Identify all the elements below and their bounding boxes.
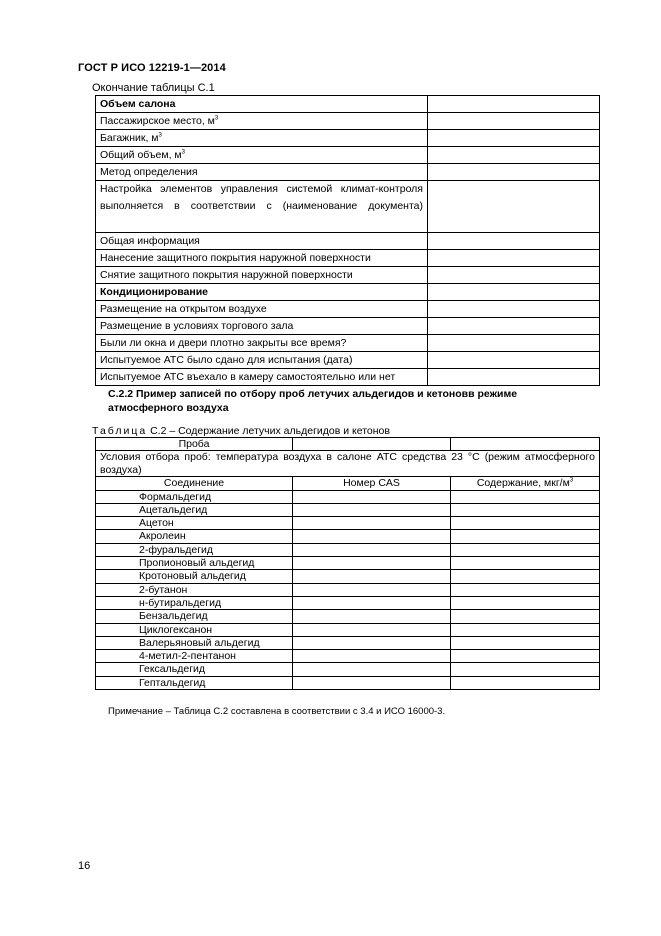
compound-row — [96, 663, 600, 676]
content-cell — [451, 557, 600, 570]
table-1-label-cell — [96, 369, 428, 386]
table-1-label-cell — [96, 113, 428, 130]
content-header-text: Содержание, мкг/м — [476, 477, 570, 490]
table-1-caption: Окончание таблицы С.1 — [92, 82, 215, 94]
column-header-cas: Номер CAS — [293, 477, 451, 490]
content-cell — [451, 676, 600, 689]
compound-row — [96, 503, 600, 516]
content-cell — [451, 503, 600, 516]
content-cell — [451, 596, 600, 609]
compound-name: Формальдегид — [96, 490, 293, 503]
table-1-label: Объем салона — [100, 98, 176, 110]
cas-number-cell — [293, 490, 451, 503]
table-1-row — [96, 233, 600, 250]
cas-number-cell — [293, 623, 451, 636]
compound-row — [96, 557, 600, 570]
compound-row — [96, 610, 600, 623]
sample-cell — [451, 438, 600, 451]
table-1-label: Нанесение защитного покрытия наружной поверхности — [100, 252, 371, 264]
table-2-conditions-row — [96, 451, 600, 477]
compound-name: Кротоновый альдегид — [96, 570, 293, 583]
table-1-label: Испытуемое АТС было сдано для испытания (дата) — [100, 354, 353, 366]
table-1-value-cell — [428, 147, 600, 164]
table-2-header-row — [96, 477, 600, 490]
table-1-label: Общая информация — [100, 235, 200, 247]
table-1-label-cell — [96, 352, 428, 369]
compound-row — [96, 517, 600, 530]
table-1-label-cell — [96, 250, 428, 267]
table-1-row — [96, 318, 600, 335]
table-2-sample-row — [96, 438, 600, 451]
compound-row — [96, 583, 600, 596]
table-1-label-cell — [96, 233, 428, 250]
cas-number-cell — [293, 503, 451, 516]
table-1-label: Были ли окна и двери плотно закрыты все время? — [100, 337, 347, 349]
table-1-label-cell — [96, 301, 428, 318]
compound-row — [96, 543, 600, 556]
content-cell — [451, 636, 600, 649]
cas-number-cell — [293, 650, 451, 663]
content-cell — [451, 490, 600, 503]
document-header: ГОСТ Р ИСО 12219-1—2014 — [78, 62, 226, 74]
table-1-row — [96, 250, 600, 267]
compound-name: Гептальдегид — [96, 676, 293, 689]
unit-superscript: 3 — [214, 115, 219, 122]
cas-number-cell — [293, 583, 451, 596]
compound-row — [96, 623, 600, 636]
table-1-row — [96, 352, 600, 369]
table-1-row — [96, 113, 600, 130]
content-cell — [451, 623, 600, 636]
sample-cell — [293, 438, 451, 451]
table-1-value-cell — [428, 301, 600, 318]
table-1-label: Багажник, м — [100, 132, 159, 144]
compound-name: Ацетон — [96, 517, 293, 530]
table-2-caption — [92, 425, 390, 437]
cas-number-cell — [293, 570, 451, 583]
table-1-label-cell — [96, 267, 428, 284]
cas-number-cell — [293, 530, 451, 543]
table-1-label-cell — [96, 147, 428, 164]
column-header-compound: Соединение — [96, 477, 293, 490]
table-1-value-cell — [428, 181, 600, 233]
compound-name: Валерьяновый альдегид — [96, 636, 293, 649]
table-1-label-cell — [96, 96, 428, 113]
table-1-label-cell — [96, 284, 428, 301]
compound-name: Бензальдегид — [96, 610, 293, 623]
table-1-value-cell — [428, 233, 600, 250]
content-cell — [451, 570, 600, 583]
compound-row — [96, 530, 600, 543]
cas-number-cell — [293, 636, 451, 649]
sampling-conditions: Условия отбора проб: температура воздуха в салоне АТС средства 23 °С (режим атмосферного воздуха) — [96, 451, 600, 477]
table-1-row — [96, 130, 600, 147]
cas-number-cell — [293, 676, 451, 689]
compound-name: Акролеин — [96, 530, 293, 543]
compound-name: Гексальдегид — [96, 663, 293, 676]
table-1-label: Общий объем, м — [100, 149, 182, 161]
page-number: 16 — [78, 860, 91, 872]
table-1-value-cell — [428, 284, 600, 301]
cas-number-cell — [293, 663, 451, 676]
table-1-label: Размещение на открытом воздухе — [100, 303, 267, 315]
sample-label: Проба — [96, 438, 293, 451]
table-1-value-cell — [428, 318, 600, 335]
table-1-row — [96, 181, 600, 233]
table-1-value-cell — [428, 164, 600, 181]
column-header-content — [451, 477, 600, 490]
compound-row — [96, 676, 600, 689]
table-1-value-cell — [428, 352, 600, 369]
compound-name: Циклогексанон — [96, 623, 293, 636]
table-2-caption-prefix: Таблица — [92, 425, 148, 437]
table-1-label: Снятие защитного покрытия наружной поверхности — [100, 269, 353, 281]
table-1-row — [96, 267, 600, 284]
table-1-label: Размещение в условиях торгового зала — [100, 320, 294, 332]
compound-row — [96, 650, 600, 663]
table-1-label: Пассажирское место, м — [100, 115, 215, 127]
table-1-row — [96, 96, 600, 113]
table-1-label-cell — [96, 335, 428, 352]
content-header-sup: 3 — [569, 477, 574, 484]
table-1-label: Настройка элементов управления системой климат-контроля выполняется в соответствии с (наименование документа) — [100, 183, 423, 212]
content-cell — [451, 543, 600, 556]
table-1-value-cell — [428, 267, 600, 284]
compound-row — [96, 570, 600, 583]
compound-row — [96, 596, 600, 609]
cas-number-cell — [293, 557, 451, 570]
table-1-value-cell — [428, 96, 600, 113]
table-1-label-cell — [96, 164, 428, 181]
compound-row — [96, 490, 600, 503]
table-1-label-cell — [96, 318, 428, 335]
cas-number-cell — [293, 596, 451, 609]
table-1-row — [96, 164, 600, 181]
content-cell — [451, 663, 600, 676]
table-1-label: Кондиционирование — [100, 286, 209, 298]
table-1-row — [96, 335, 600, 352]
content-cell — [451, 517, 600, 530]
table-1-value-cell — [428, 130, 600, 147]
table-1-label: Испытуемое АТС въехало в камеру самостоятельно или нет — [100, 371, 396, 383]
section-heading: С.2.2 Пример записей по отбору проб летучих альдегидов и кетоновв режиме атмосферного воздуха — [108, 388, 518, 414]
cas-number-cell — [293, 543, 451, 556]
table-1-row — [96, 369, 600, 386]
table-1-label: Метод определения — [100, 166, 198, 178]
table-1-value-cell — [428, 335, 600, 352]
table-note: Примечание – Таблица С.2 составлена в соответствии с 3.4 и ИСО 16000-3. — [108, 706, 446, 717]
content-cell — [451, 610, 600, 623]
table-1-label-cell — [96, 181, 428, 233]
compound-name: 2-бутанон — [96, 583, 293, 596]
compound-name: 2-фуральдегид — [96, 543, 293, 556]
unit-superscript: 3 — [181, 149, 185, 156]
compound-row — [96, 636, 600, 649]
cas-number-cell — [293, 610, 451, 623]
cas-number-cell — [293, 517, 451, 530]
content-cell — [451, 650, 600, 663]
table-2 — [95, 437, 600, 690]
table-1-row — [96, 284, 600, 301]
compound-name: Пропионовый альдегид — [96, 557, 293, 570]
unit-superscript: 3 — [158, 132, 162, 139]
compound-name: Ацетальдегид — [96, 503, 293, 516]
table-1-row — [96, 301, 600, 318]
content-cell — [451, 583, 600, 596]
table-1 — [95, 95, 600, 386]
table-1-label-cell — [96, 130, 428, 147]
table-1-row — [96, 147, 600, 164]
table-1-value-cell — [428, 250, 600, 267]
table-1-value-cell — [428, 113, 600, 130]
table-1-value-cell — [428, 369, 600, 386]
compound-name: 4-метил-2-пентанон — [96, 650, 293, 663]
table-2-caption-rest: С.2 – Содержание летучих альдегидов и кетонов — [147, 425, 390, 437]
content-cell — [451, 530, 600, 543]
compound-name: н-бутиральдегид — [96, 596, 293, 609]
